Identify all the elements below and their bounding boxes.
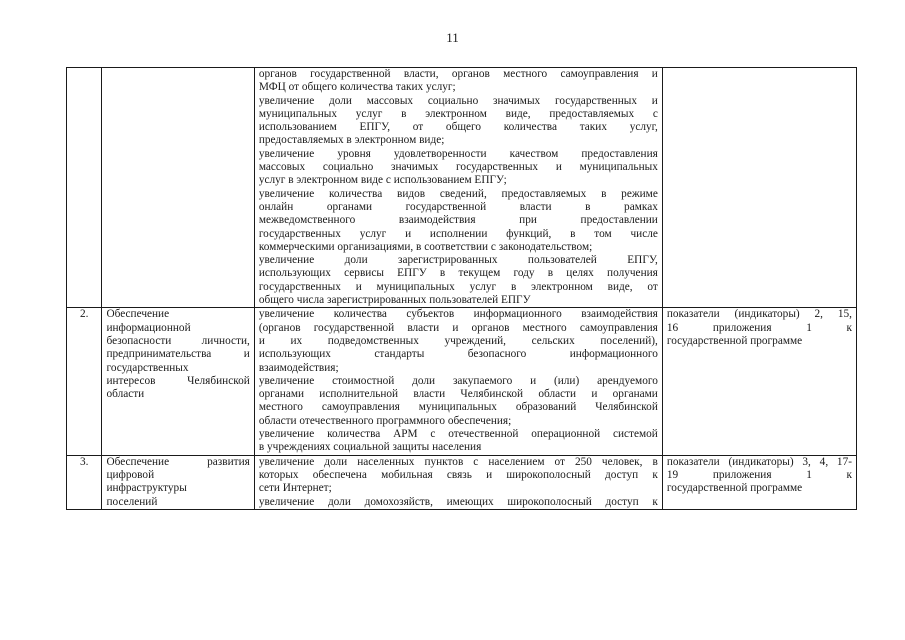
row-number: 2. xyxy=(79,308,89,321)
result-text-line: и их подведомственных учреждений, сельских поселений), xyxy=(258,334,658,347)
result-text-line: использующих стандарты безопасного информационного xyxy=(258,348,658,361)
task-text-line: информационной xyxy=(106,321,191,334)
result-text-line: общего числа зарегистрированных пользователей ЕПГУ xyxy=(258,294,531,307)
result-text-line: в учреждениях социальной защиты населения xyxy=(258,441,482,454)
table-row xyxy=(67,68,857,308)
result-text-line: использующих сервисы ЕПГУ в текущем году в целях получения xyxy=(258,267,658,280)
result-text-line: увеличение доли населенных пунктов с населением от 250 человек, в xyxy=(258,455,658,468)
indicator-text-line: государственной программе xyxy=(666,334,803,347)
indicator-text-line: 16 приложения 1 к xyxy=(666,321,852,334)
result-text-line: увеличение количества субъектов информационного взаимодействия xyxy=(258,308,658,321)
result-text-line: органов государственной власти, органов местного самоуправления и xyxy=(258,68,658,80)
result-text-line: государственных услуг и исполнении функций, в том числе xyxy=(258,227,658,240)
result-text-line: МФЦ от общего количества таких услуг; xyxy=(258,81,456,94)
row-number-cell xyxy=(67,308,102,455)
result-text-line: области отечественного программного обеспечения; xyxy=(258,414,512,427)
result-text-line: государственных и муниципальных услуг в электронном виде, от xyxy=(258,280,658,293)
task-text-line: предпринимательства и xyxy=(106,348,250,361)
indicators-cell xyxy=(662,68,856,308)
task-text-line: Обеспечение xyxy=(106,308,170,321)
expected-result-cell xyxy=(254,455,662,509)
table-row xyxy=(67,308,857,455)
task-text-line: безопасности личности, xyxy=(106,334,250,347)
task-cell xyxy=(102,68,254,308)
task-text-line: инфраструктуры xyxy=(106,482,187,495)
indicator-text-line: государственной программе xyxy=(666,482,803,495)
table-body xyxy=(67,68,857,510)
result-text-line: межведомственного взаимодействия при предоставлении xyxy=(258,214,658,227)
result-text-line: увеличение стоимостной доли закупаемого и (или) арендуемого xyxy=(258,374,658,387)
result-text-line: массовых социально значимых государственных и муниципальных xyxy=(258,161,658,174)
task-text-line: интересов Челябинской xyxy=(106,374,250,387)
row-number-cell xyxy=(67,68,102,308)
task-text-line: государственных xyxy=(106,361,189,374)
result-text-line: сети Интернет; xyxy=(258,482,332,495)
result-text-line: увеличение уровня удовлетворенности качеством предоставления xyxy=(258,147,658,160)
result-text-line: коммерческими организациями, в соответствии с законодательством; xyxy=(258,240,593,253)
result-text-line: услуг в электронном виде с использованием ЕПГУ; xyxy=(258,174,507,187)
result-text-line: онлайн органами государственной власти в рамках xyxy=(258,200,658,213)
result-text-line: предоставляемых в электронном виде; xyxy=(258,134,445,147)
result-text-line: использованием ЕПГУ, от общего количества таких услуг, xyxy=(258,121,658,134)
page-number: 11 xyxy=(446,30,459,45)
indicator-text-line: показатели (индикаторы) 2, 15, xyxy=(666,308,852,321)
table-row xyxy=(67,455,857,509)
expected-result-cell xyxy=(254,68,662,308)
result-text-line: взаимодействия; xyxy=(258,361,339,374)
indicators-cell xyxy=(662,455,856,509)
expected-result-cell xyxy=(254,308,662,455)
task-text-line: области xyxy=(106,388,145,401)
result-text-line: увеличение доли зарегистрированных пользователей ЕПГУ, xyxy=(258,254,658,267)
result-text-line: увеличение количества видов сведений, предоставляемых в режиме xyxy=(258,187,658,200)
indicator-text-line: 19 приложения 1 к xyxy=(666,468,852,481)
result-text-line: органами исполнительной власти Челябинской области и органами xyxy=(258,388,658,401)
result-text-line: увеличение доли домохозяйств, имеющих широкополосный доступ к xyxy=(258,495,658,508)
program-table xyxy=(66,67,857,510)
result-text-line: увеличение доли массовых социально значимых государственных и xyxy=(258,94,658,107)
row-number-cell xyxy=(67,455,102,509)
indicator-text-line: показатели (индикаторы) 3, 4, 17- xyxy=(666,455,852,468)
result-text-line: муниципальных услуг в электронном виде, предоставляемых с xyxy=(258,107,658,120)
task-cell xyxy=(102,308,254,455)
indicators-cell xyxy=(662,308,856,455)
task-text-line: цифровой xyxy=(106,468,155,481)
task-text-line: Обеспечение развития xyxy=(106,455,250,468)
task-text-line: поселений xyxy=(106,495,158,508)
task-cell xyxy=(102,455,254,509)
result-text-line: увеличение количества АРМ с отечественной операционной системой xyxy=(258,428,658,441)
result-text-line: (органов государственной власти и органов местного самоуправления xyxy=(258,321,658,334)
result-text-line: которых обеспечена мобильная связь и широкополосный доступ к xyxy=(258,468,658,481)
result-text-line: местного самоуправления муниципальных образований Челябинской xyxy=(258,401,658,414)
row-number: 3. xyxy=(79,455,89,468)
